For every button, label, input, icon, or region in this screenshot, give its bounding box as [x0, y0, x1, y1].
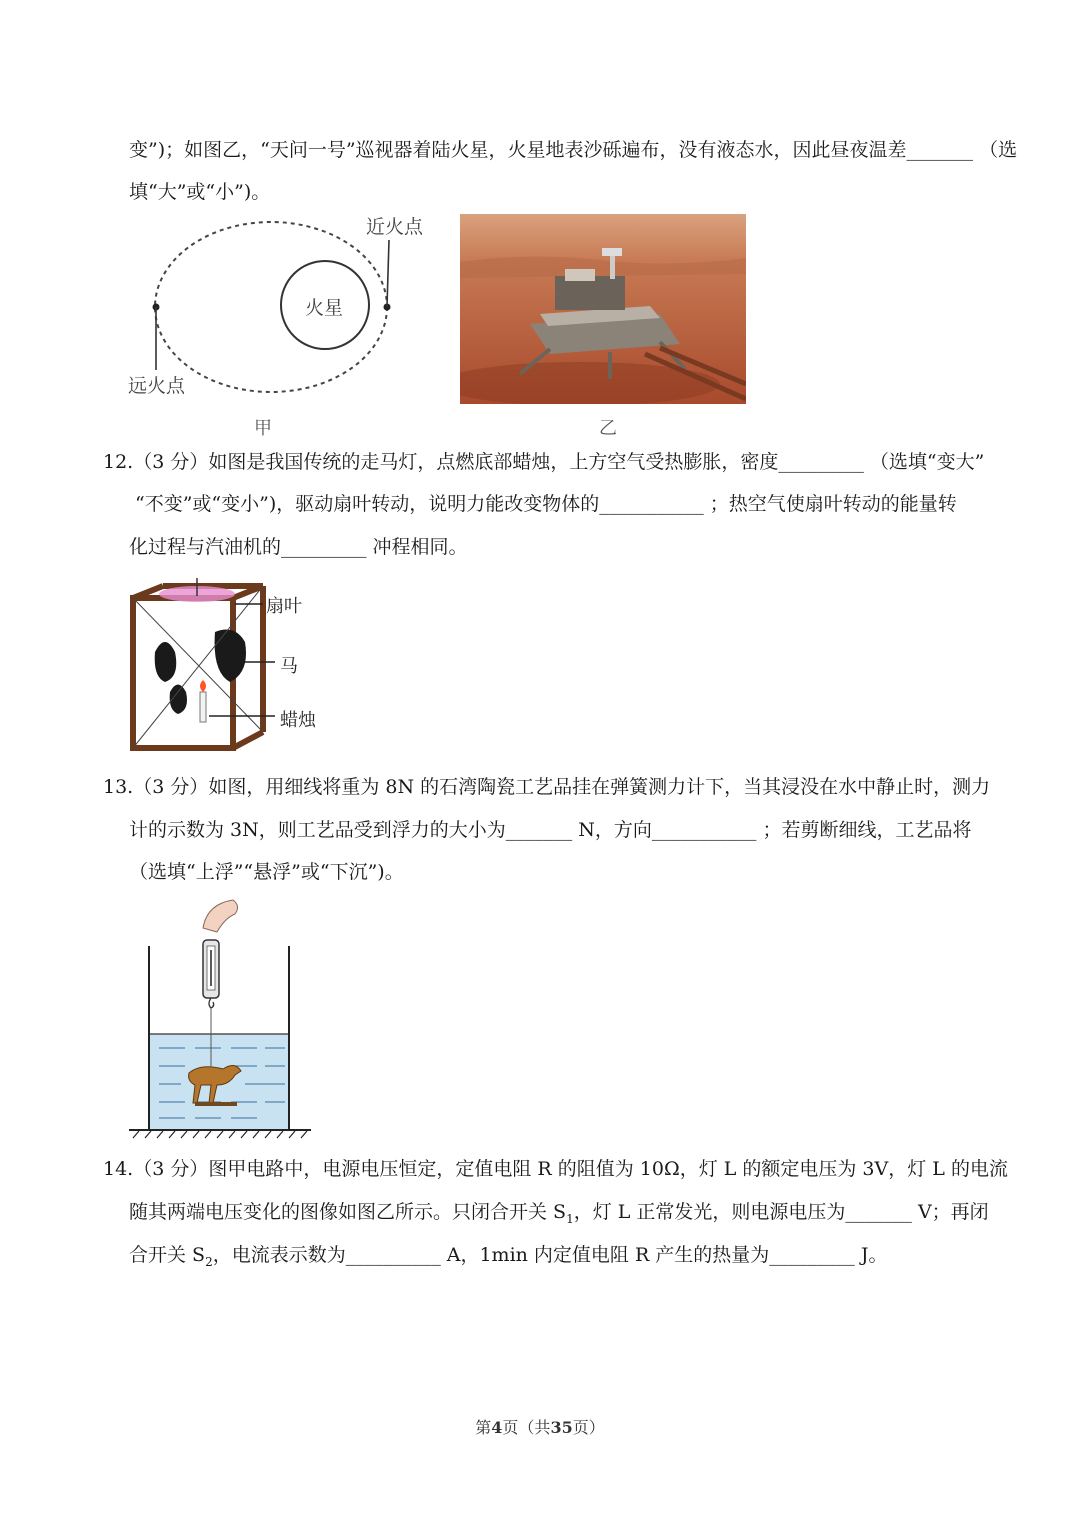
- q14-line3-subscript: 2: [205, 1254, 213, 1269]
- q14-line2-part-a: 随其两端电压变化的图像如图乙所示。只闭合开关 S: [129, 1201, 567, 1223]
- q14-text-line2: [129, 1200, 989, 1231]
- figure-jia-caption: 甲: [254, 418, 272, 439]
- mars-rover-photo: [460, 214, 746, 404]
- spring-scale-water-figure: [125, 898, 325, 1140]
- q13-text-line2: 计的示数为 3N，则工艺品受到浮力的大小为_______ N，方向___________ ；若剪断细线，工艺品将: [129, 819, 972, 841]
- horse-label: 马: [280, 656, 298, 677]
- q14-line3-part-a: 合开关 S: [129, 1244, 206, 1266]
- footer-mid: 页（共: [502, 1418, 551, 1437]
- q13-text-line3: （选填“上浮”“悬浮”或“下沉”)。: [129, 861, 404, 883]
- mars-orbit-figure: [125, 210, 435, 440]
- footer-suffix: 页）: [572, 1418, 605, 1437]
- footer-prefix: 第: [475, 1418, 492, 1437]
- perihelion-label: 近火点: [366, 216, 424, 238]
- q11-text-line1: 变”)；如图乙，“天问一号”巡视器着陆火星，火星地表沙砾遍布，没有液态水，因此昼夜温差_______ （选: [129, 139, 1018, 161]
- q14-text-line3: [129, 1243, 887, 1274]
- candle-label: 蜡烛: [280, 710, 316, 731]
- figure-yi-caption: 乙: [599, 418, 617, 439]
- q14-line2-part-b: ，灯 L 正常发光，则电源电压为_______ V；再闭: [573, 1201, 989, 1223]
- q14-text-line1: 14.（3 分）图甲电路中，电源电压恒定，定值电阻 R 的阻值为 10Ω，灯 L 的额定电压为 3V，灯 L 的电流: [103, 1158, 1008, 1180]
- page-footer: [0, 1415, 1080, 1438]
- q12-text-line1: 12.（3 分）如图是我国传统的走马灯，点燃底部蜡烛，上方空气受热膨胀，密度_________ （选填“变大”: [103, 451, 985, 473]
- footer-total-pages: 35: [550, 1418, 573, 1437]
- fan-blade-label: 扇叶: [266, 596, 302, 617]
- q12-text-line3: 化过程与汽油机的_________ 冲程相同。: [129, 536, 468, 558]
- aphelion-label: 远火点: [128, 375, 186, 397]
- q13-text-line1: 13.（3 分）如图，用细线将重为 8N 的石湾陶瓷工艺品挂在弹簧测力计下，当其浸没在水中静止时，测力: [103, 776, 991, 798]
- q12-text-line2: “不变”或“变小”)，驱动扇叶转动，说明力能改变物体的___________ ；热空气使扇叶转动的能量转: [135, 493, 957, 515]
- q11-text-line2: 填“大”或“小”)。: [129, 181, 271, 203]
- footer-page-number: 4: [491, 1418, 503, 1437]
- q14-line3-part-b: ，电流表示数为__________ A，1min 内定值电阻 R 产生的热量为_________ J。: [212, 1244, 888, 1266]
- planet-label: 火星: [305, 297, 344, 319]
- q14-line2-subscript: 1: [566, 1211, 574, 1226]
